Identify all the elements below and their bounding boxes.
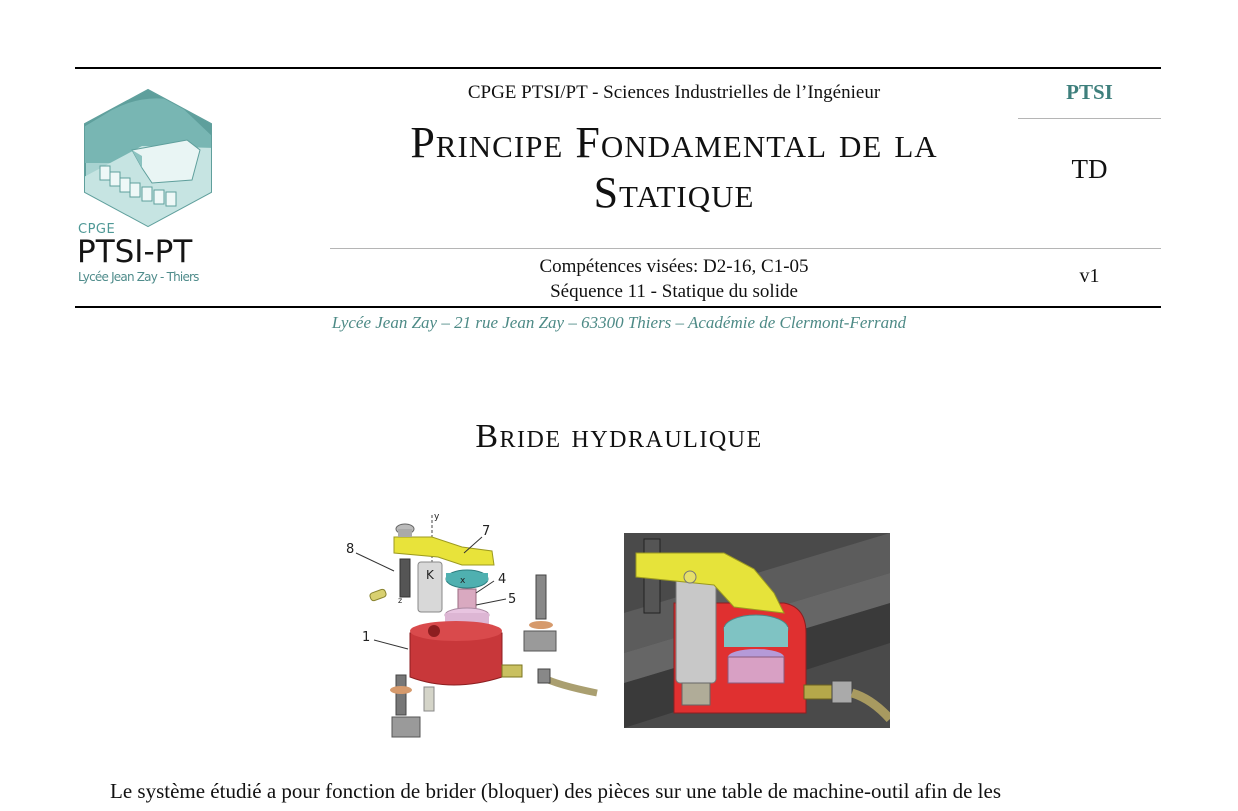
competences-text: Compétences visées: D2-16, C1-05	[539, 256, 809, 277]
axis-x-label: x	[460, 576, 466, 586]
point-k-label: K	[426, 568, 434, 582]
exploded-view-figure	[342, 507, 604, 747]
logo-ptsi-pt-text: PTSI-PT	[77, 234, 193, 270]
school-logo	[76, 88, 216, 288]
callout-5: 5	[508, 592, 517, 607]
document-type: TD	[1071, 154, 1108, 184]
callout-7: 7	[482, 524, 491, 539]
document-title-line2: Statique	[593, 168, 755, 217]
competences-block	[330, 254, 1018, 304]
header-bottom-rule	[75, 306, 1161, 308]
school-address: Lycée Jean Zay – 21 rue Jean Zay – 63300 Thiers – Académie de Clermont-Ferrand	[331, 313, 907, 332]
logo-lycee-text: Lycée Jean Zay - Thiers	[78, 270, 199, 284]
document-title	[330, 118, 1018, 218]
header-right-divider-1	[1018, 118, 1161, 119]
document-title-line1: Principe Fondamental de la	[410, 118, 938, 167]
body-paragraph: Le système étudié a pour fonction de brider (bloquer) des pièces sur une table de machine-outil afin de les	[110, 779, 1002, 803]
course-name: CPGE PTSI/PT - Sciences Industrielles de l’Ingénieur	[467, 82, 881, 103]
section-title: Bride hydraulique	[475, 418, 763, 455]
sequence-text: Séquence 11 - Statique du solide	[550, 281, 798, 302]
header-top-rule	[75, 67, 1161, 69]
header-divider	[330, 248, 1161, 249]
callout-1: 1	[362, 630, 371, 645]
hexagon-school-logo-icon	[82, 88, 214, 228]
level-badge: PTSI	[1066, 80, 1113, 104]
callout-8: 8	[346, 542, 355, 557]
callout-4: 4	[498, 572, 507, 587]
axis-z-label: z	[398, 596, 403, 605]
logo-cpge-text: CPGE	[78, 222, 116, 237]
document-version: v1	[1079, 265, 1100, 287]
assembled-view-figure	[624, 533, 890, 728]
axis-y-label: y	[434, 512, 440, 522]
